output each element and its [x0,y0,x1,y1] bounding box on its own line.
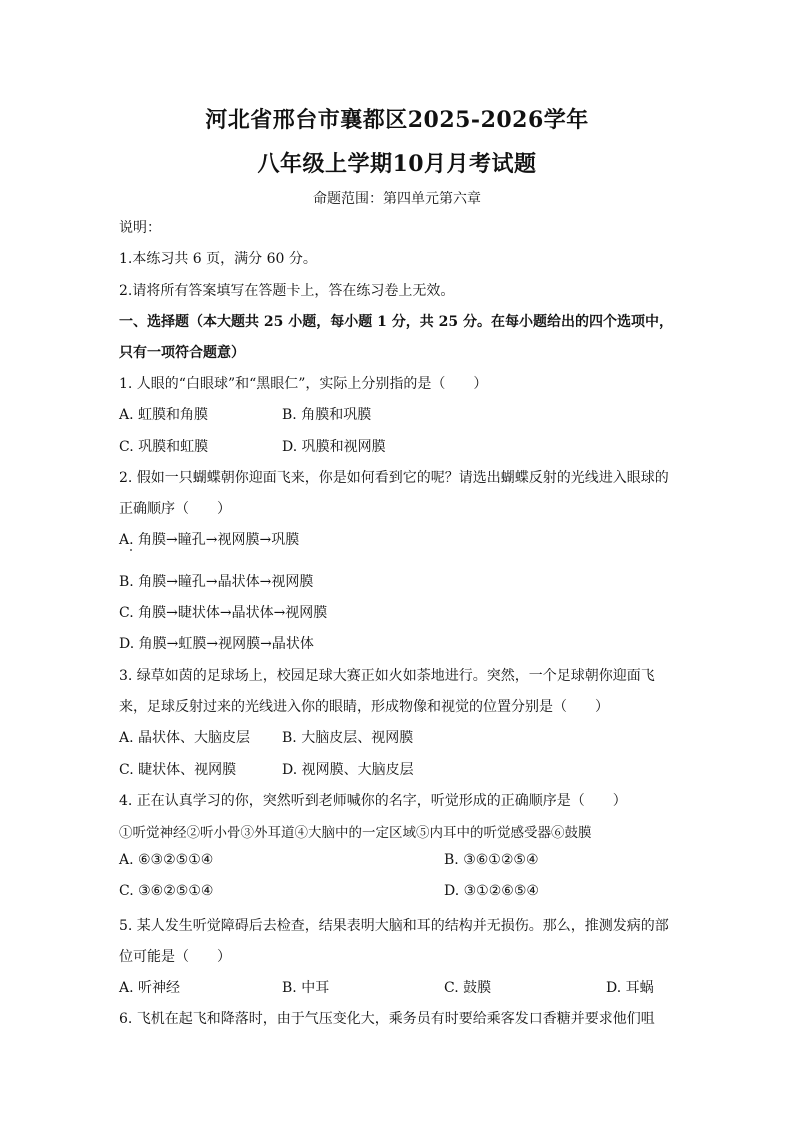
question-3-option-d: D. 视网膜、大脑皮层 [282,762,414,778]
question-5-option-b: B. 中耳 [282,980,330,996]
question-6-stem-line1: 6. 飞机在起飞和降落时，由于气压变化大，乘务员有时要给乘客发口香糖并要求他们咀 [119,1011,655,1027]
question-2-option-b: B. 角膜→瞳孔→晶状体→视网膜 [119,574,314,590]
question-5-stem-line1: 5. 某人发生听觉障碍后去检查，结果表明大脑和耳的结构并无损伤。那么，推测发病的部 [119,918,669,934]
note-1: 1.本练习共 6 页，满分 60 分。 [119,251,317,267]
question-4-option-b: B. ③⑥①②⑤④ [444,852,539,868]
notes-label: 说明： [119,220,161,236]
question-4-option-d: D. ③①②⑥⑤④ [444,883,539,899]
section-heading-line2: 只有一项符合题意） [119,345,245,361]
question-2-stem-line2: 正确顺序（ ） [119,501,231,517]
question-2-option-a: A. 角膜→瞳孔→视网膜→巩膜 [119,532,300,548]
question-4-option-a: A. ⑥③②⑤①④ [119,852,214,868]
question-1-option-c: C. 巩膜和虹膜 [119,439,209,455]
question-3-option-a: A. 晶状体、大脑皮层 [119,730,251,746]
question-1-option-d: D. 巩膜和视网膜 [282,439,386,455]
question-2-option-d: D. 角膜→虹膜→视网膜→晶状体 [119,636,314,652]
question-4-option-c: C. ③⑥②⑤①④ [119,883,214,899]
question-3-option-c: C. 睫状体、视网膜 [119,762,237,778]
exam-scope: 命题范围：第四单元第六章 [313,191,481,207]
note-2: 2.请将所有答案填写在答题卡上，答在练习卷上无效。 [119,283,455,299]
question-3-stem-line1: 3. 绿草如茵的足球场上，校园足球大赛正如火如荼地进行。突然，一个足球朝你迎面飞 [119,668,655,684]
stray-dot-mark [130,549,132,551]
question-5-option-c: C. 鼓膜 [444,980,492,996]
section-heading-line1: 一、选择题（本大题共 25 小题，每小题 1 分，共 25 分。在每小题给出的四个选项中， [119,314,673,330]
question-5-stem-line2: 位可能是（ ） [119,949,231,965]
question-1-option-b: B. 角膜和巩膜 [282,407,372,423]
question-4-stem-line1: 4. 正在认真学习的你，突然听到老师喊你的名字，听觉形成的正确顺序是（ ） [119,793,627,809]
exam-title-line2: 八年级上学期10月月考试题 [257,151,537,177]
question-5-option-a: A. 听神经 [119,980,181,996]
question-5-option-d: D. 耳蜗 [606,980,654,996]
question-3-option-b: B. 大脑皮层、视网膜 [282,730,414,746]
question-2-stem-line1: 2. 假如一只蝴蝶朝你迎面飞来，你是如何看到它的呢？请选出蝴蝶反射的光线进入眼球的 [119,470,669,486]
question-4-stem-line2: ①听觉神经②听小骨③外耳道④大脑中的一定区域⑤内耳中的听觉感受器⑥鼓膜 [119,825,592,841]
question-1-stem: 1. 人眼的“白眼球”和“黑眼仁”，实际上分别指的是（ ） [119,376,488,392]
question-3-stem-line2: 来，足球反射过来的光线进入你的眼睛，形成物像和视觉的位置分别是（ ） [119,699,609,715]
question-2-option-c: C. 角膜→睫状体→晶状体→视网膜 [119,605,328,621]
question-1-option-a: A. 虹膜和角膜 [119,407,209,423]
exam-title-line1: 河北省邢台市襄都区2025-2026学年 [205,107,589,133]
